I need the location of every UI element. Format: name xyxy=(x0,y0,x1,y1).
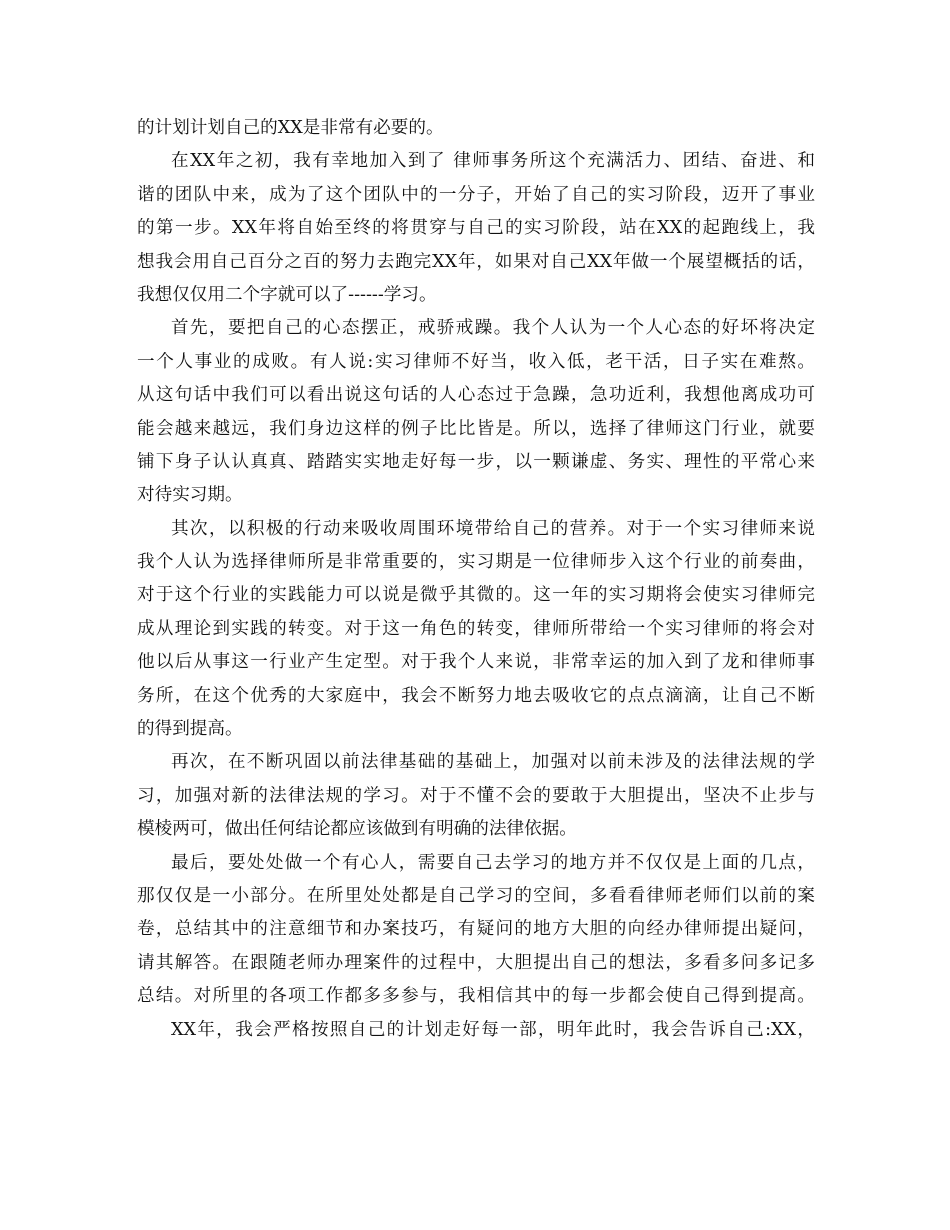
text-line: 的计划计划自己的XX是非常有必要的。 xyxy=(137,118,444,138)
text-line: 从这句话中我们可以看出说这句话的人心态过于急躁，急功近利，我想他离成功可 xyxy=(137,385,815,406)
text-line: 一个人事业的成败。有人说:实习律师不好当，收入低，老干活，日子实在难熬。 xyxy=(137,351,815,372)
text-line: 首先，要把自己的心态摆正，戒骄戒躁。我个人认为一个人心态的好坏将决定 xyxy=(171,318,815,339)
text-line: 习，加强对新的法律法规的学习。对于不懂不会的要敢于大胆提出，坚决不止步与 xyxy=(137,785,815,806)
text-line: 对于这个行业的实践能力可以说是微乎其微的。这一年的实习期将会使实习律师完 xyxy=(137,585,815,606)
text-line: 谐的团队中来，成为了这个团队中的一分子，开始了自己的实习阶段，迈开了事业 xyxy=(137,184,815,205)
text-line: 我想仅仅用二个字就可以了------学习。 xyxy=(137,284,437,305)
text-line: 请其解答。在跟随老师办理案件的过程中，大胆提出自己的想法，多看多问多记多 xyxy=(137,952,815,973)
document-body xyxy=(137,112,815,1047)
text-line: 想我会用自己百分之百的努力去跑完XX年，如果对自己XX年做一个展望概括的话， xyxy=(137,251,815,272)
text-line: 总结。对所里的各项工作都多多参与，我相信其中的每一步都会使自己得到提高。 xyxy=(137,986,815,1007)
text-line: 铺下身子认认真真、踏踏实实地走好每一步，以一颗谦虚、务实、理性的平常心来 xyxy=(137,451,815,472)
text-line: 的得到提高。 xyxy=(137,719,243,740)
text-line: 务所，在这个优秀的大家庭中，我会不断努力地去吸收它的点点滴滴，让自己不断 xyxy=(137,685,815,706)
text-line: 卷，总结其中的注意细节和办案技巧，有疑问的地方大胆的向经办律师提出疑问， xyxy=(137,919,815,940)
text-line: 我个人认为选择律师所是非常重要的，实习期是一位律师步入这个行业的前奏曲， xyxy=(137,552,815,573)
text-line: 那仅仅是一小部分。在所里处处都是自己学习的空间，多看看律师老师们以前的案 xyxy=(137,885,815,906)
text-line: 其次，以积极的行动来吸收周围环境带给自己的营养。对于一个实习律师来说 xyxy=(171,518,815,539)
text-line: 的第一步。XX年将自始至终的将贯穿与自己的实习阶段，站在XX的起跑线上，我 xyxy=(137,218,815,239)
text-line: 模棱两可，做出任何结论都应该做到有明确的法律依据。 xyxy=(137,819,577,840)
text-line: 最后，要处处做一个有心人，需要自己去学习的地方并不仅仅是上面的几点， xyxy=(171,852,815,873)
text-line: 能会越来越远，我们身边这样的例子比比皆是。所以，选择了律师这门行业，就要 xyxy=(137,418,815,439)
text-line: 对待实习期。 xyxy=(137,485,243,506)
text-line: XX年，我会严格按照自己的计划走好每一部，明年此时，我会告诉自己:XX， xyxy=(171,1019,815,1040)
text-line: 在XX年之初，我有幸地加入到了 律师事务所这个充满活力、团结、奋进、和 xyxy=(171,151,815,172)
text-line: 成从理论到实践的转变。对于这一角色的转变，律师所带给一个实习律师的将会对 xyxy=(137,618,815,639)
text-line: 他以后从事这一行业产生定型。对于我个人来说，非常幸运的加入到了龙和律师事 xyxy=(137,652,815,673)
text-line: 再次，在不断巩固以前法律基础的基础上，加强对以前未涉及的法律法规的学 xyxy=(171,752,815,773)
